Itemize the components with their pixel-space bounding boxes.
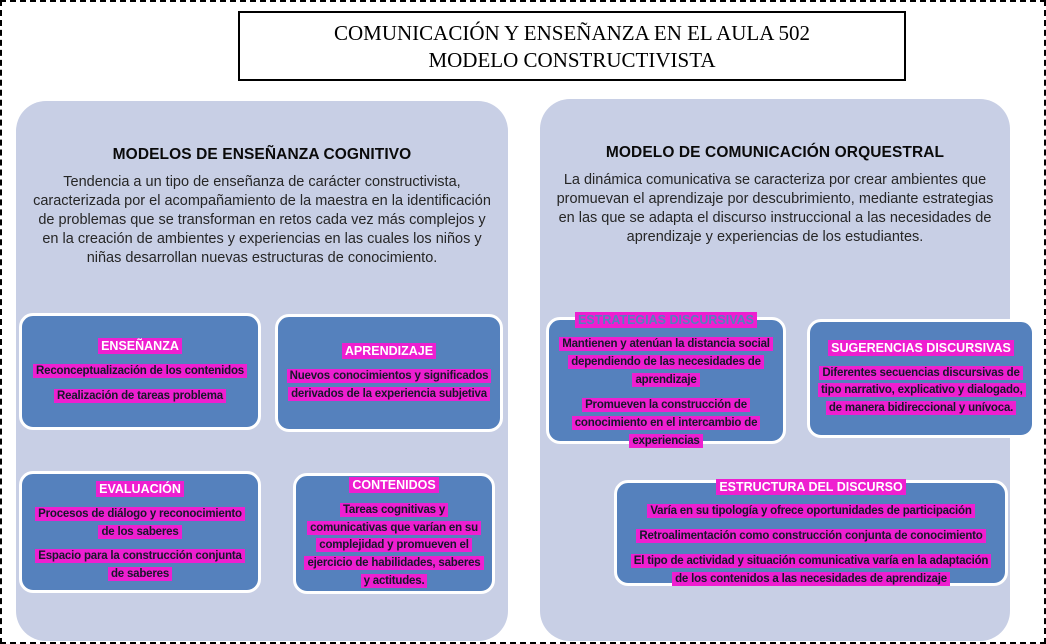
- box-item-label: Promueven la construcción de conocimiento en el intercambio de experiencias: [572, 398, 761, 448]
- box-item-label: Nuevos conocimientos y significados derivados de la experiencia subjetiva: [287, 369, 492, 401]
- panel-heading: MODELO DE COMUNICACIÓN ORQUESTRAL: [605, 144, 945, 161]
- box-item: [286, 368, 492, 404]
- box-sugerencias-discursivas: [807, 319, 1035, 438]
- main-title-box: [238, 11, 906, 81]
- box-item-label: Realización de tareas problema: [54, 389, 226, 403]
- box-title-label: SUGERENCIAS DISCURSIVAS: [828, 340, 1014, 356]
- box-title-label: ESTRATEGIAS DISCURSIVAS: [575, 312, 757, 328]
- box-item: [647, 503, 974, 521]
- box-title: [98, 337, 182, 356]
- main-title-line2: MODELO CONSTRUCTIVISTA: [428, 48, 716, 73]
- panel-description: Tendencia a un tipo de enseñanza de carácter constructivista, caracterizada por el acompañamiento de la maestra en la identificación de problemas que se transforman en retos cada vez más complejos y en la creación de ambientes y experiencias en las cuales los niños y niñas desarrollan nuevas estructuras de conocimiento.: [33, 174, 491, 266]
- box-item-label: Retroalimentación como construcción conjunta de conocimiento: [636, 529, 985, 543]
- box-item: [557, 397, 775, 450]
- box-title: [342, 342, 436, 361]
- box-item: [636, 528, 985, 546]
- box-title-label: ENSEÑANZA: [98, 338, 182, 354]
- box-item-label: Mantienen y atenúan la distancia social dependiendo de las necesidades de aprendizaje: [559, 337, 773, 387]
- panel-heading: MODELOS DE ENSEÑANZA COGNITIVO: [112, 146, 412, 163]
- box-title-label: EVALUACIÓN: [96, 481, 184, 497]
- box-contenidos: [293, 473, 495, 594]
- box-item: [33, 363, 247, 381]
- box-item-label: El tipo de actividad y situación comunicativa varía en la adaptación de los contenidos a las necesidades de aprendizaje: [631, 554, 992, 586]
- box-item-label: Reconceptualización de los contenidos: [33, 364, 247, 378]
- box-evaluacion: [19, 471, 261, 593]
- box-item: [54, 388, 226, 406]
- box-item: [30, 506, 250, 542]
- box-item-label: Varía en su tipología y ofrece oportunidades de participación: [647, 504, 974, 518]
- box-title: [575, 311, 757, 330]
- box-item: [818, 365, 1024, 418]
- box-title: [716, 478, 905, 497]
- box-title-label: CONTENIDOS: [349, 477, 438, 493]
- panel-description: La dinámica comunicativa se caracteriza por crear ambientes que promuevan el aprendizaje por descubrimiento, mediante estrategias en las que se adapta el discurso instruccional a las necesidades de aprendizaje y experiencias de los estudiantes.: [556, 172, 994, 245]
- box-estructura-del-discurso: [614, 480, 1008, 586]
- box-aprendizaje: [275, 314, 503, 432]
- box-item-label: Espacio para la construcción conjunta de saberes: [35, 549, 245, 581]
- panel-modelos-ensenanza: [16, 101, 508, 641]
- box-title: [96, 480, 184, 499]
- box-item: [625, 553, 997, 589]
- box-title: [349, 476, 438, 495]
- box-item: [557, 336, 775, 389]
- box-item: [304, 502, 484, 591]
- panel-comunicacion-orquestral: [540, 99, 1023, 641]
- box-title-label: ESTRUCTURA DEL DISCURSO: [716, 479, 905, 495]
- box-item-label: Procesos de diálogo y reconocimiento de los saberes: [35, 507, 245, 539]
- main-title-line1: COMUNICACIÓN Y ENSEÑANZA EN EL AULA 502: [334, 21, 810, 45]
- box-title: [828, 339, 1014, 358]
- box-item: [30, 548, 250, 584]
- box-ensenanza: [19, 313, 261, 430]
- box-estrategias-discursivas: [546, 312, 786, 447]
- box-item-label: Diferentes secuencias discursivas de tipo narrativo, explicativo y dialogado, de manera bidireccional y unívoca.: [818, 366, 1026, 416]
- box-item-label: Tareas cognitivas y comunicativas que varían en su complejidad y promueven el ejercicio de habilidades, saberes y actitudes.: [304, 503, 483, 588]
- box-title-label: APRENDIZAJE: [342, 343, 436, 359]
